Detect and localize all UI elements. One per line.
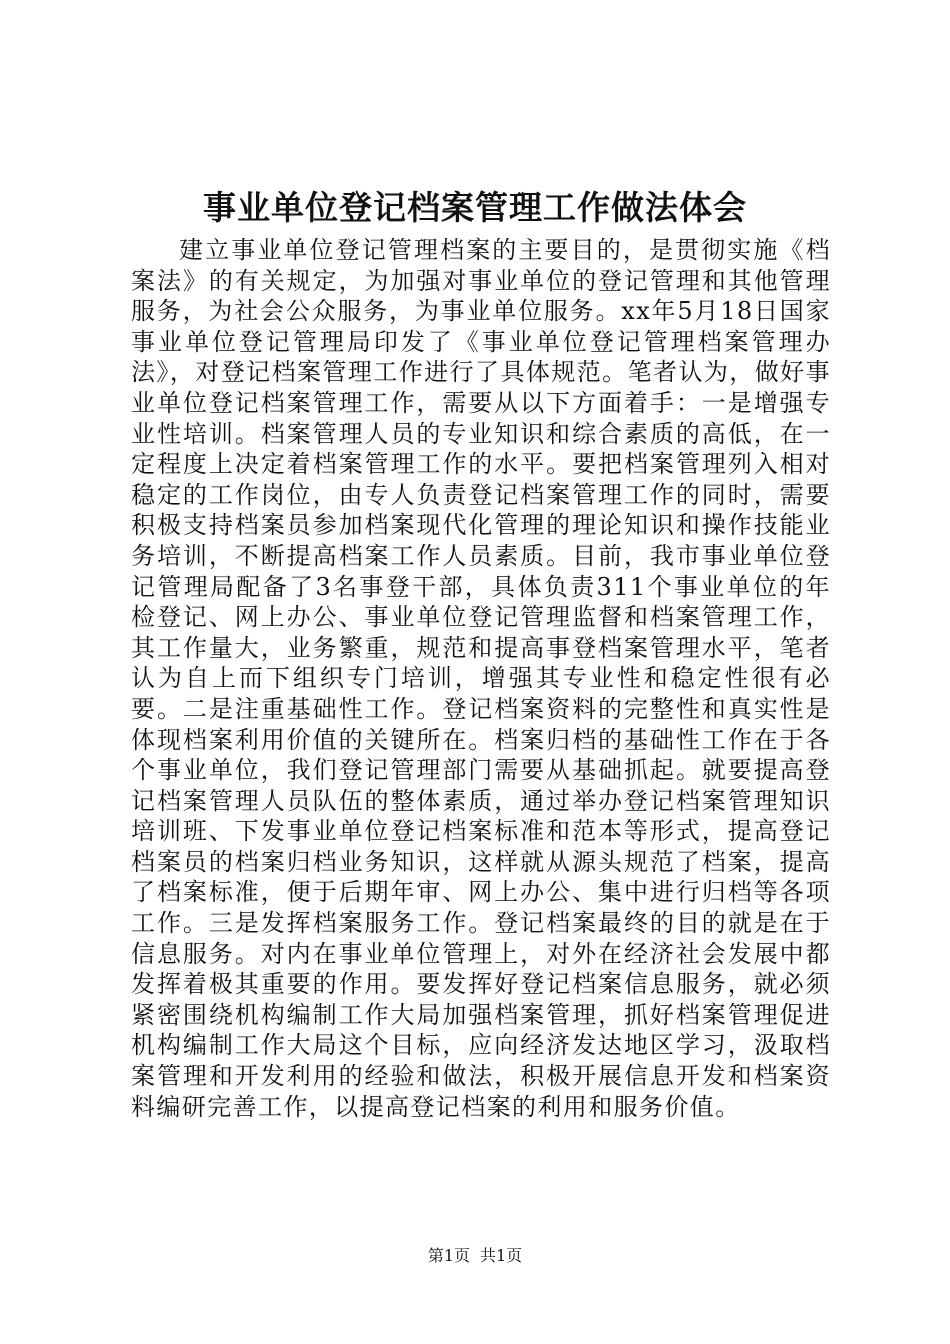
document-body: 建立事业单位登记管理档案的主要目的，是贯彻实施《档案法》的有关规定，为加强对事业单位的登记管理和其他管理服务，为社会公众服务，为事业单位服务。xx年5月18日国家事业单位登记管理局印发了《事业单位登记管理档案管理办法》，对登记档案管理工作进行了具体规范。笔者认为，做好事业单位登记档案管理工作，需要从以下方面着手：一是增强专业性培训。档案管理人员的专业知识和综合素质的高低，在一定程度上决定着档案管理工作的水平。要把档案管理列入相对稳定的工作岗位，由专人负责登记档案管理工作的同时，需要积极支持档案员参加档案现代化管理的理论知识和操作技能业务培训，不断提高档案工作人员素质。目前，我市事业单位登记管理局配备了3名事登干部，具体负责311个事业单位的年检登记、网上办公、事业单位登记管理监督和档案管理工作，其工作量大，业务繁重，规范和提高事登档案管理水平，笔者认为自上而下组织专门培训，增强其专业性和稳定性很有必要。二是注重基础性工作。登记档案资料的完整性和真实性是体现档案利用价值的关键所在。档案归档的基础性工作在于各个事业单位，我们登记管理部门需要从基础抓起。就要提高登记档案管理人员队伍的整体素质，通过举办登记档案管理知识培训班、下发事业单位登记档案标准和范本等形式，提高登记档案员的档案归档业务知识，这样就从源头规范了档案，提高了档案标准，便于后期年审、网上办公、集中进行归档等各项工作。三是发挥档案服务工作。登记档案最终的目的就是在于信息服务。对内在事业单位管理上，对外在经济社会发展中都发挥着极其重要的作用。要发挥好登记档案信息服务，就必须紧密围绕机构编制工作大局加强档案管理，抓好档案管理促进机构编制工作大局这个目标，应向经济发达地区学习，汲取档案管理和开发利用的经验和做法，积极开展信息开发和档案资料编研完善工作，以提高登记档案的利用和服务价值。 bbox=[131, 236, 831, 1121]
page-footer bbox=[0, 1244, 950, 1268]
document-title: 事业单位登记档案管理工作做法体会 bbox=[203, 188, 747, 227]
page-number-current: 第1页 bbox=[427, 1246, 470, 1265]
page-number-total: 共1页 bbox=[480, 1246, 523, 1265]
